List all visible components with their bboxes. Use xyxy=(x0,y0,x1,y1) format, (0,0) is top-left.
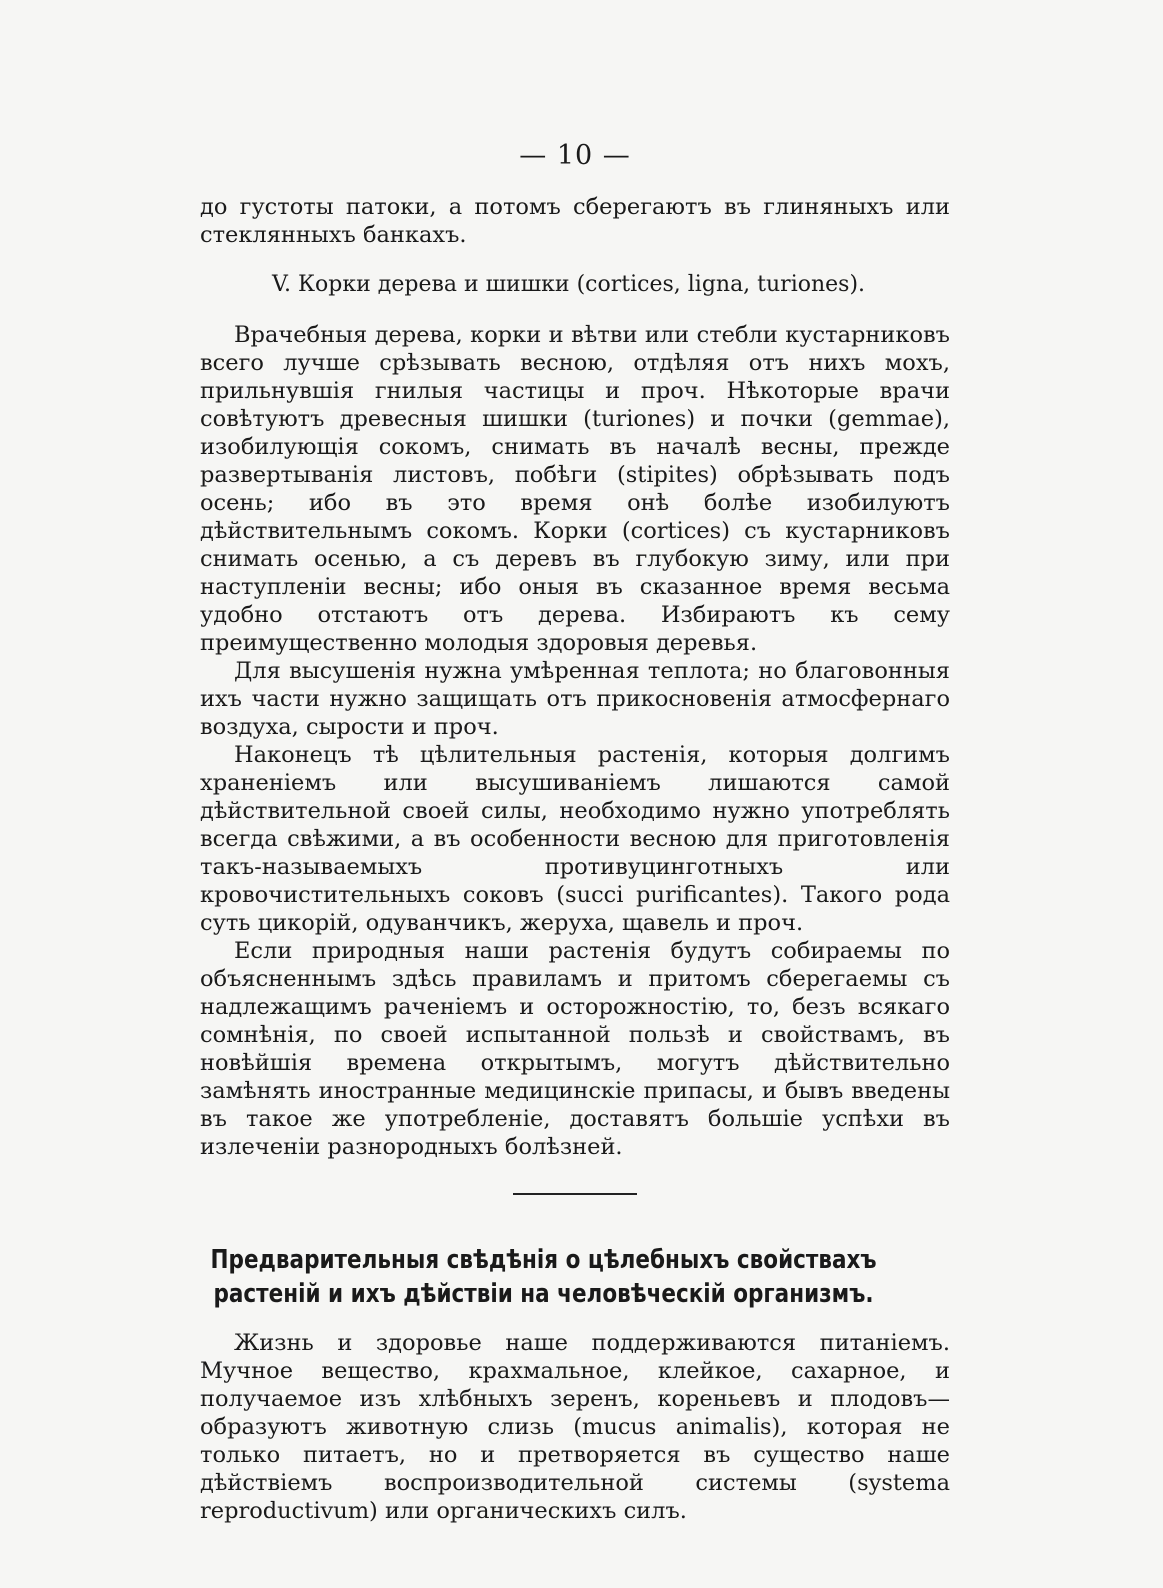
chapter-heading: Предварительныя свѣдѣнія о цѣлебныхъ свойствахъ растеній и ихъ дѣйствіи на человѣческій организмъ. xyxy=(210,1245,877,1309)
page-number: — 10 — xyxy=(519,140,631,171)
page-content xyxy=(200,140,950,1525)
section-v-paragraph-2: Для высушенія нужна умѣренная теплота; но благовонныя ихъ части нужно защищать отъ прикосновенія атмосфернаго воздуха, сырости и проч. xyxy=(200,658,950,740)
chapter-paragraph: Жизнь и здоровье наше поддерживаются питаніемъ. Мучное вещество, крахмальное, клейкое, сахарное, и получаемое изъ хлѣбныхъ зеренъ, кореньевъ и плодовъ—образуютъ животную слизь (mucus animalis), которая не только питаетъ, но и претворяется въ существо наше дѣйствіемъ воспроизводительной системы (systema reproductivum) или органическихъ силъ. xyxy=(200,1330,950,1524)
section-v-heading-text: V. Корки дерева и шишки (cortices, ligna, turiones). xyxy=(272,272,866,297)
section-divider xyxy=(513,1193,637,1195)
section-v-paragraph-3: Наконецъ тѣ цѣлительныя растенія, которыя долгимъ храненіемъ или высушиваніемъ лишаются самой дѣйствительной своей силы, необходимо нужно употреблять всегда свѣжими, а въ особенности весною для приготовленія такъ-называемыхъ противуцинготныхъ или кровочистительныхъ соковъ (succi purificantes). Такого рода суть цикорій, одуванчикъ, жеруха, щавель и проч. xyxy=(200,742,950,936)
section-v-paragraph-4: Если природныя наши растенія будутъ собираемы по объясненнымъ здѣсь правиламъ и притомъ сберегаемы съ надлежащимъ раченіемъ и осторожностію, то, безъ всякаго сомнѣнія, по своей испытанной пользѣ и свойствамъ, въ новѣйшія времена открытымъ, могутъ дѣйствительно замѣнять иностранные медицинскіе припасы, и бывъ введены въ такое же употребленіе, доставятъ большіе успѣхи въ излеченіи разнородныхъ болѣзней. xyxy=(200,938,950,1160)
section-v-heading xyxy=(200,271,950,299)
section-v-paragraph-1: Врачебныя дерева, корки и вѣтви или стебли кустарниковъ всего лучше срѣзывать весною, отдѣляя отъ нихъ мохъ, прильнувшія гнилыя частицы и проч. Нѣкоторые врачи совѣтуютъ древесныя шишки (turiones) и почки (gemmae), изобилующія сокомъ, снимать въ началѣ весны, прежде развертыванія листовъ, побѣги (stipites) обрѣзывать подъ осень; ибо въ это время онѣ болѣе изобилуютъ дѣйствительнымъ сокомъ. Корки (cortices) съ кустарниковъ снимать осенью, а съ деревъ въ глубокую зиму, или при наступленіи весны; ибо оныя въ сказанное время весьма удобно отстаютъ отъ дерева. Избираютъ къ сему преимущественно молодыя здоровыя деревья. xyxy=(200,322,950,656)
intro-paragraph: до густоты патоки, а потомъ сберегаютъ въ глиняныхъ или стеклянныхъ банкахъ. xyxy=(200,194,950,248)
